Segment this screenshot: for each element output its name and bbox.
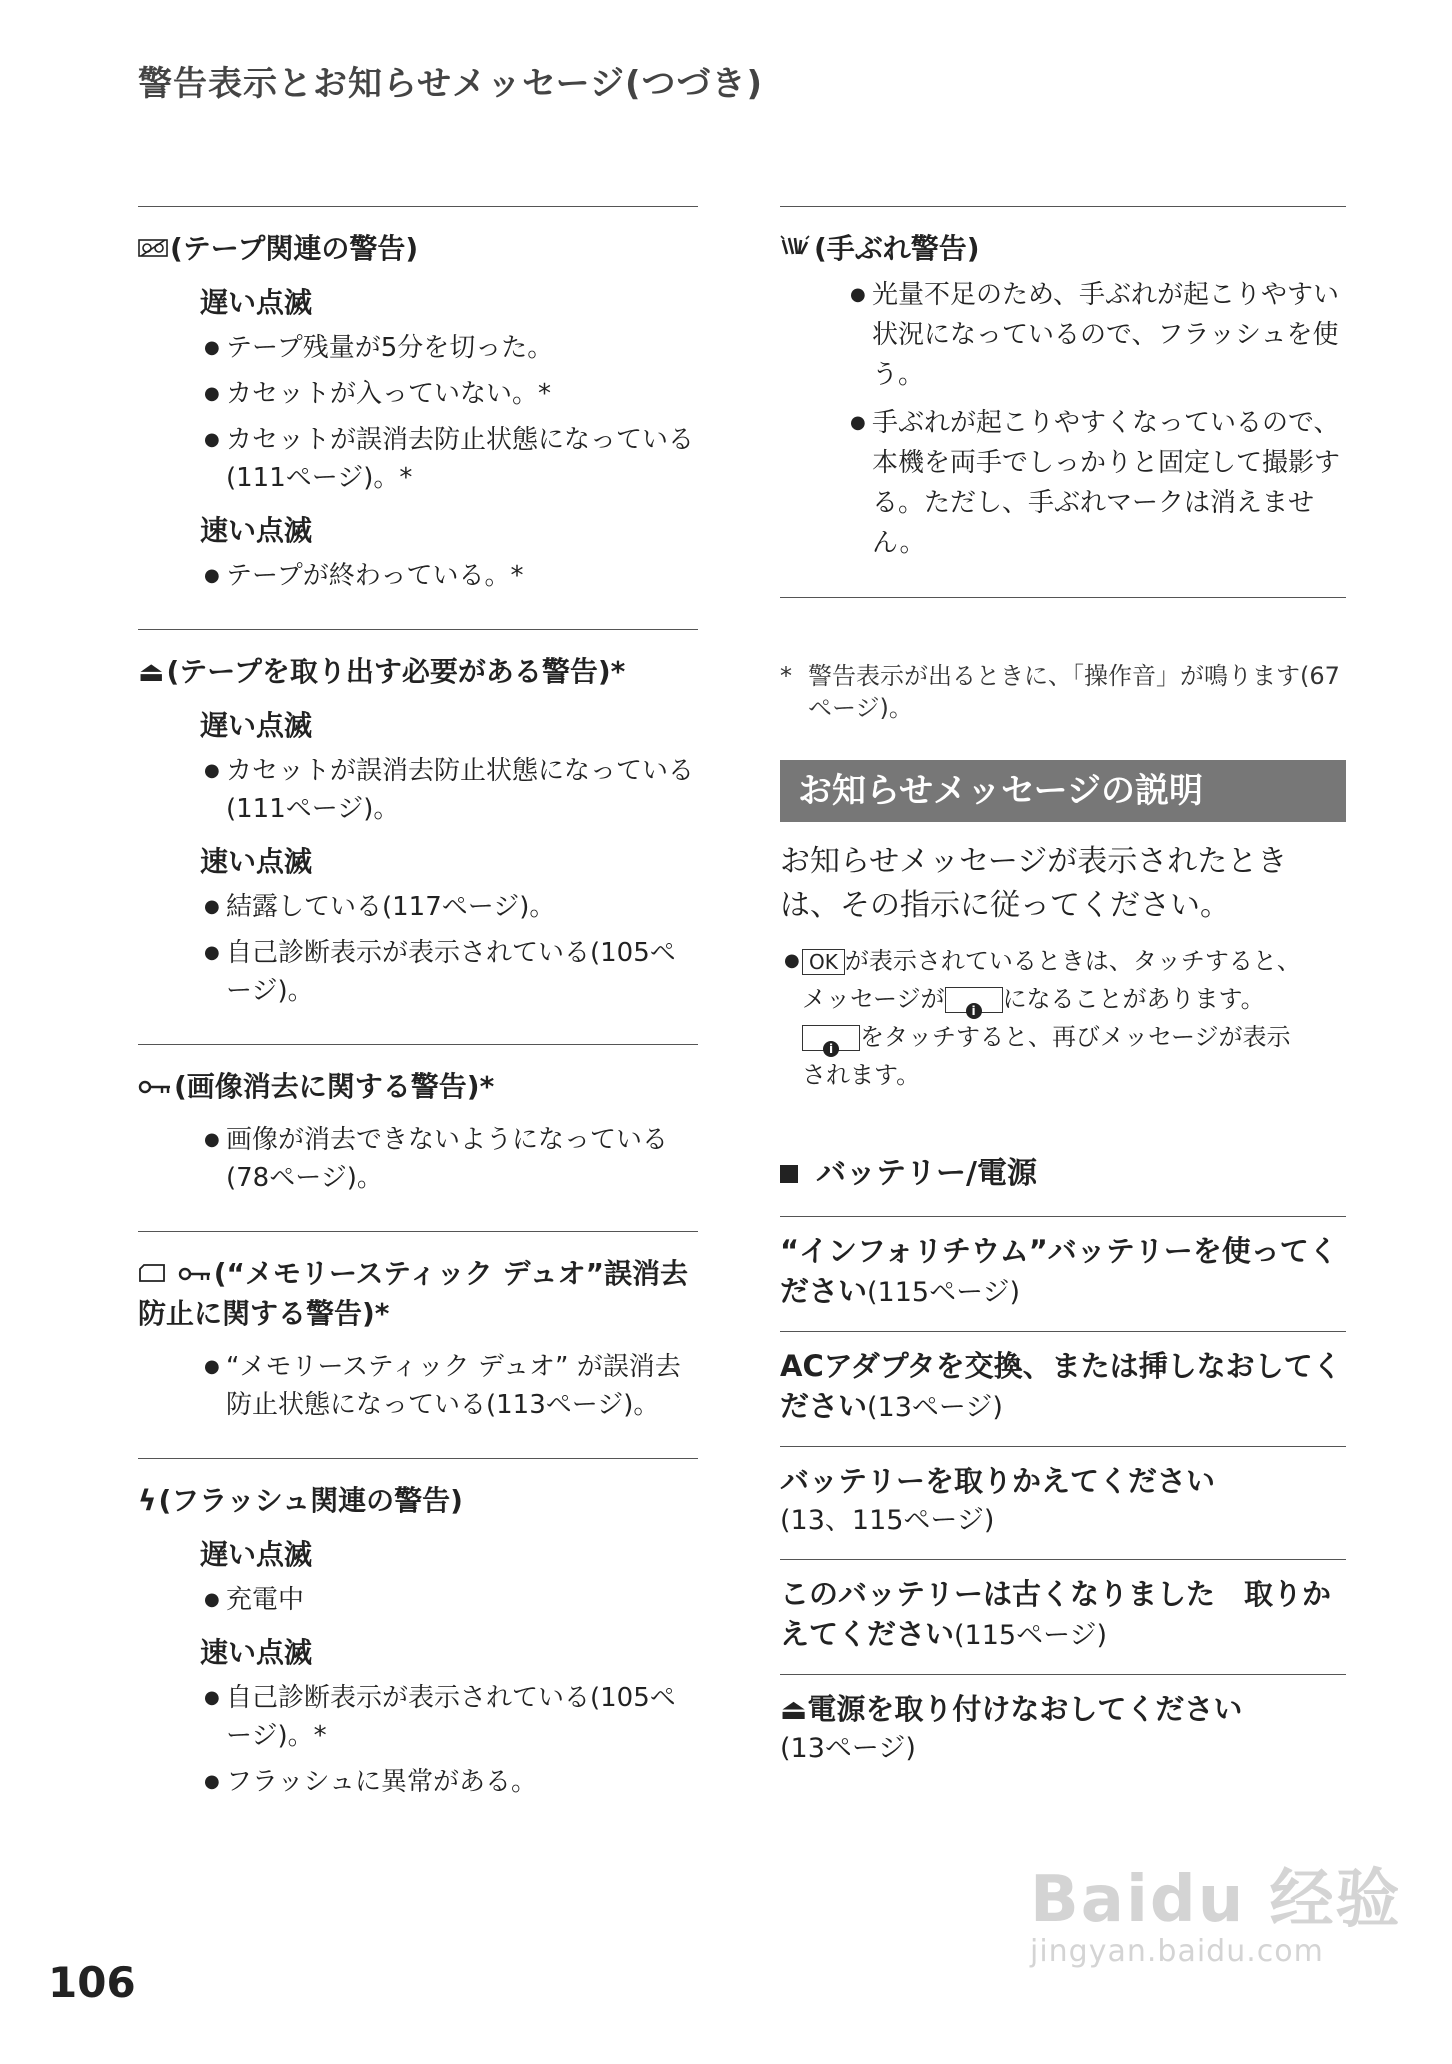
slow-blink-label: 遅い点滅 bbox=[200, 709, 313, 742]
footnote-text: 警告表示が出るときに、「操作音」が鳴ります(67 ページ)。 bbox=[808, 662, 1340, 722]
slow-blink-label: 遅い点滅 bbox=[200, 286, 313, 319]
tape-icon bbox=[138, 229, 168, 269]
list-item: ● カセットが誤消去防止状態になっている(111ページ)。* bbox=[204, 425, 695, 493]
eject-icon: ⏏ bbox=[138, 655, 165, 688]
fast-blink-label: 速い点滅 bbox=[200, 845, 313, 878]
tape-warning-heading bbox=[138, 229, 698, 269]
hand-shake-icon bbox=[780, 229, 812, 269]
flash-warning-section bbox=[138, 1458, 698, 1835]
list-item: ● OK が表示されているときは、タッチすると、 メッセージが i になることがあります。 i をタッチすると、再びメッセージが表示 されます。 bbox=[784, 947, 1301, 1089]
flash-icon: ϟ bbox=[138, 1484, 157, 1517]
list-item: ● 自己診断表示が表示されている(105ページ)。 bbox=[204, 938, 676, 1006]
page-number: 106 bbox=[48, 1958, 136, 2007]
footnote bbox=[780, 660, 1346, 724]
flash-warning-title: (フラッシュ関連の警告) bbox=[158, 1484, 463, 1517]
message-item: このバッテリーは古くなりました 取りかえてください(115ページ) bbox=[780, 1559, 1346, 1674]
list-item: ● 充電中 bbox=[204, 1585, 305, 1615]
list-item: ● 結露している(117ページ)。 bbox=[204, 892, 556, 922]
ok-button-icon: OK bbox=[802, 949, 845, 975]
shake-warning-section bbox=[780, 206, 1346, 597]
ok-note bbox=[780, 942, 1346, 1094]
fast-blink-label: 速い点滅 bbox=[200, 514, 313, 547]
battery-heading: バッテリー/電源 bbox=[780, 1148, 1346, 1192]
message-item: “インフォリチウム”バッテリーを使ってください(115ページ) bbox=[780, 1216, 1346, 1331]
message-item: ⏏電源を取り付けなおしてください (13ページ) bbox=[780, 1674, 1346, 1787]
message-item: バッテリーを取りかえてください (13、115ページ) bbox=[780, 1446, 1346, 1559]
memory-stick-title: (“メモリースティック デュオ”誤消去防止に関する警告)* bbox=[138, 1257, 689, 1330]
list-item: ● テープが終わっている。* bbox=[204, 561, 524, 591]
info-button-icon: i bbox=[802, 1025, 860, 1051]
page-title: 警告表示とお知らせメッセージ(つづき) bbox=[138, 64, 764, 104]
fast-blink-label: 速い点滅 bbox=[200, 1636, 313, 1669]
protect-key-icon bbox=[178, 1254, 212, 1294]
message-item: ACアダプタを交換、または挿しなおしてください(13ページ) bbox=[780, 1331, 1346, 1446]
watermark-logo: Baidu 经验 bbox=[1030, 1863, 1402, 1937]
list-item: ● “メモリースティック デュオ” が誤消去防止状態になっている(113ページ)。 bbox=[204, 1352, 681, 1420]
list-item: ● カセットが入っていない。* bbox=[204, 379, 552, 409]
right-column bbox=[780, 206, 1346, 1787]
tape-warning-title: (テープ関連の警告) bbox=[170, 232, 419, 265]
intro-text: お知らせメッセージが表示されたときは、その指示に従ってください。 bbox=[780, 844, 1288, 923]
eject-warning-heading bbox=[138, 652, 698, 692]
divider bbox=[780, 597, 1346, 598]
list-item: ● 手ぶれが起こりやすくなっているので、本機を両手でしっかりと固定して撮影する。ただし、手ぶれマークは消えません。 bbox=[850, 408, 1341, 558]
memory-stick-icon bbox=[138, 1254, 166, 1294]
list-item: ● 光量不足のため、手ぶれが起こりやすい状況になっているので、フラッシュを使う。 bbox=[850, 280, 1339, 390]
list-item: ● テープ残量が5分を切った。 bbox=[204, 333, 554, 363]
slow-blink-label: 遅い点滅 bbox=[200, 1538, 313, 1571]
image-protect-title: (画像消去に関する警告)* bbox=[174, 1070, 495, 1103]
shake-warning-title: (手ぶれ警告) bbox=[814, 232, 980, 265]
footnote-mark: * bbox=[780, 662, 792, 690]
image-protect-heading bbox=[138, 1067, 698, 1107]
protect-key-icon bbox=[138, 1067, 172, 1107]
memory-stick-heading bbox=[138, 1254, 698, 1334]
info-button-icon: i bbox=[945, 987, 1003, 1013]
image-protect-section bbox=[138, 1044, 698, 1231]
square-bullet-icon bbox=[780, 1165, 798, 1183]
shake-warning-heading bbox=[780, 229, 1346, 269]
list-item: ● 画像が消去できないようになっている(78ページ)。 bbox=[204, 1125, 669, 1193]
left-column bbox=[138, 206, 698, 1835]
list-item: ● フラッシュに異常がある。 bbox=[204, 1767, 537, 1797]
watermark bbox=[1030, 1848, 1402, 1969]
section-banner: お知らせメッセージの説明 bbox=[780, 760, 1346, 822]
eject-warning-title: (テープを取り出す必要がある警告)* bbox=[166, 655, 626, 688]
watermark-url: jingyan.baidu.com bbox=[1030, 1934, 1324, 1969]
flash-warning-heading bbox=[138, 1481, 698, 1521]
eject-warning-section bbox=[138, 629, 698, 1044]
tape-warning-section bbox=[138, 206, 698, 629]
memory-stick-section bbox=[138, 1231, 698, 1458]
list-item: ● カセットが誤消去防止状態になっている(111ページ)。 bbox=[204, 756, 695, 824]
list-item: ● 自己診断表示が表示されている(105ページ)。* bbox=[204, 1683, 676, 1751]
